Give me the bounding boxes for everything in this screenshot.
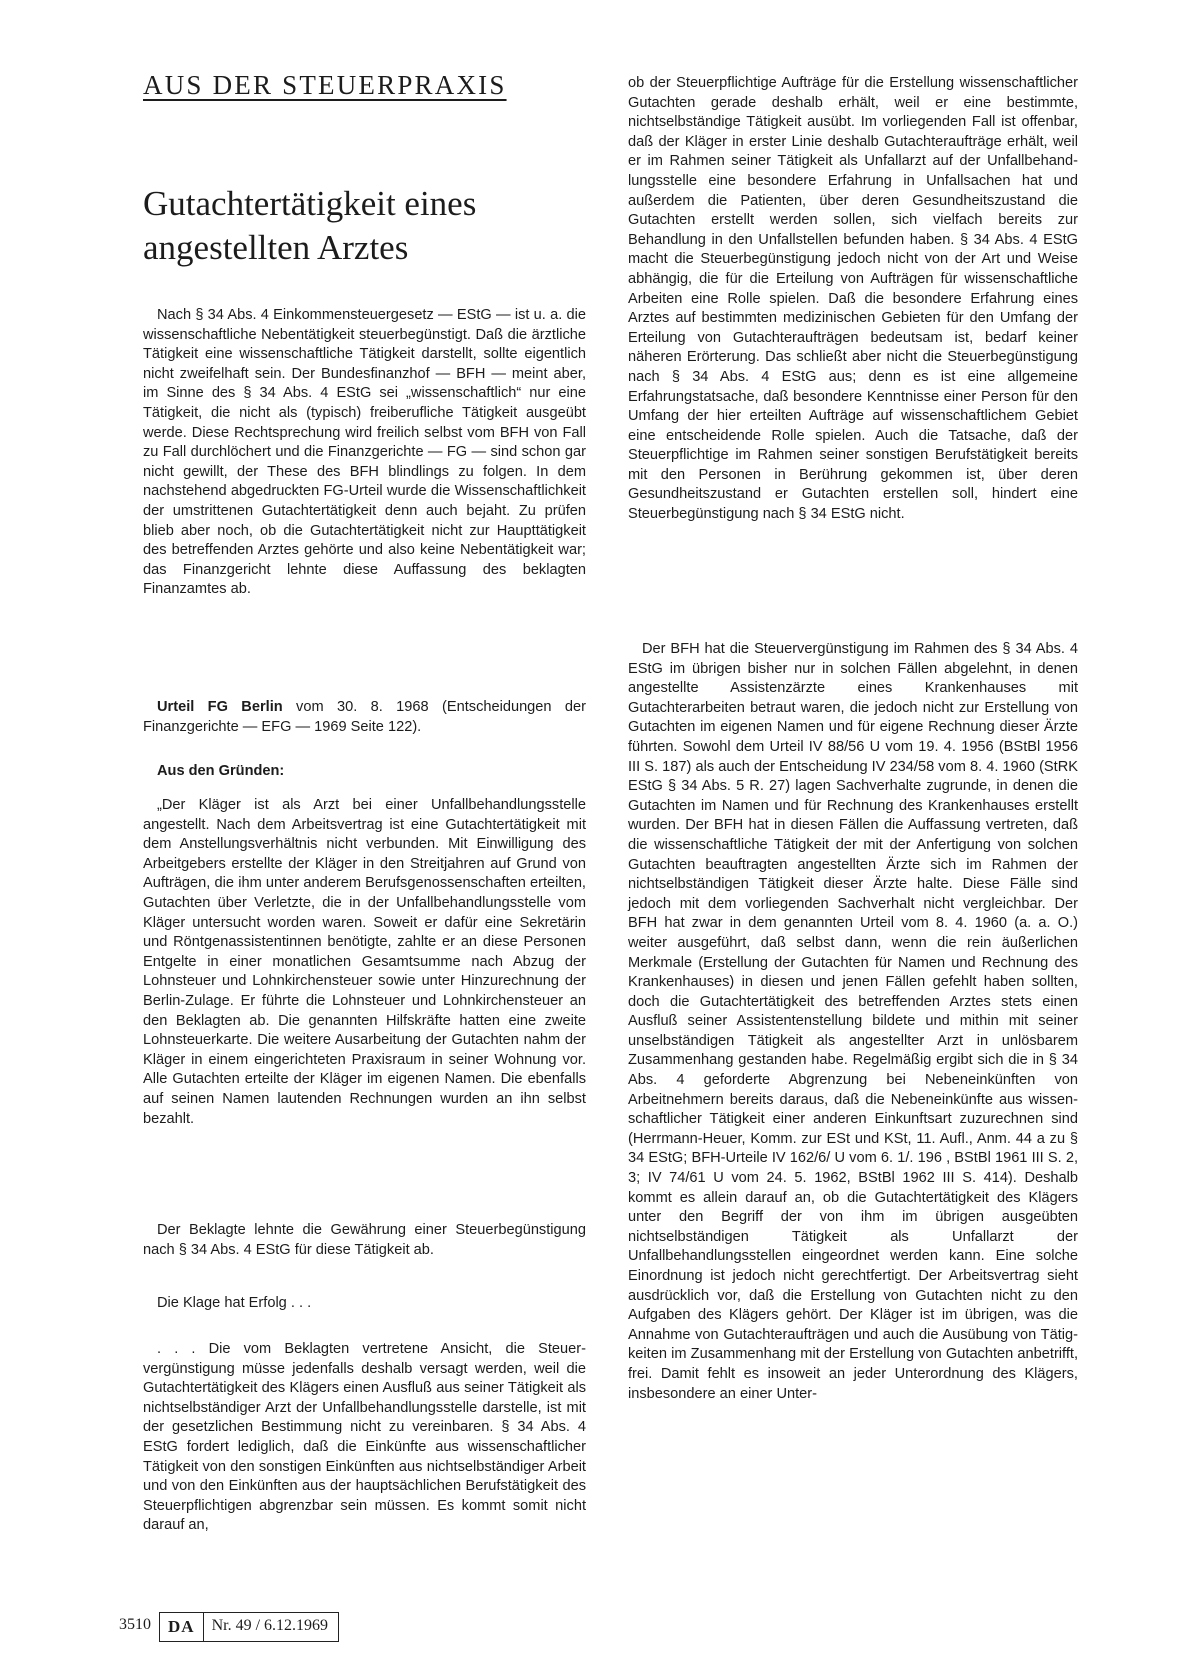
- title-line-2: angestellten Arztes: [143, 228, 409, 267]
- quote-paragraph-1: „Der Kläger ist als Arzt bei einer Unfallbehandlungsstelle angestellt. Nach dem Arbeitsvertrag ist eine Gutachtertätigkeit mit dem Anstellungsverhältnis nicht verbunden. Mit Einwilligung des Arbeitgebers erstellte der Kläger in den Streitjahren auf Grund von Aufträgen, die ihm unter anderem Berufsgenossenschaften erteilten, Gutachten über Verletzte, die in der Unfallbehandlungsstelle vom Kläger untersucht worden waren. Soweit er dafür eine Sekretärin und Röntgenassistentinnen benötigte, zahlte er an diese Personen Entgelte in einer monatlichen Gesamtsumme nach Abzug der Lohnsteuer und Lohnkirchensteuer sowie unter Hinzurechnung der Berlin-Zulage. Er führte die Lohnsteuer und Lohnkirchensteuer an den Beklagten ab. Die genannten Hilfskräfte hatten eine zweite Lohnsteuerkarte. Die weitere Ausarbeitung der Gutachten nahm der Kläger in einem eingerichteten Praxisraum in seiner Wohnung vor. Alle Gutachten erteilte der Kläger im eigenen Namen. Die ebenfalls auf seinen Namen lautenden Rechnungen wurden an ihn selbst bezahlt.: [143, 797, 586, 1127]
- right-paragraph-1: ob der Steuerpflichtige Aufträge für die Erstellung wissenschaftlicher Gutachten gerade deshalb erhält, weil er eine bestimmte, nichtselbständige Tätigkeit ausübt. Im vorliegenden Fall ist offenbar, daß der Kläger in erster Linie deshalb Gutachteraufträge erhält, weil er im Rahmen seiner Tätigkeit als Unfallarzt auf der Unfallbehandlungsstelle eine besondere Erfahrung in Unfallsachen hat und außerdem die Patienten, über deren Gesundheitszustand die Gutachten erstellt werden sollen, sich vielfach bereits zur Behandlung in den Unfallstellen befunden haben. § 34 Abs. 4 EStG macht die Steuerbegünstigung jedoch nicht von der Art und Weise abhängig, die für die Erteilung von Aufträgen für wissenschaftliche Arbeiten eine Rolle spielen. Daß die besondere Erfahrung eines Arztes auf bestimmten medizinischen Gebieten für den Umfang der Erteilung von Gutachteraufträgen bedeutsam ist, bedarf keiner näheren Erörterung. Das schließt aber nicht die Steuerbegünstigung nach § 34 Abs. 4 EStG aus; denn es ist eine allgemeine Erfahrungstatsache, daß besondere Kenntnisse einer Person für den Umfang der hier erteilten Aufträge auf wissenschaftlichem Gebiet eine entscheidende Rolle spielen. Auch die Tatsache, daß der Steuerpflichtige im Rahmen seiner sonstigen Berufstätigkeit bereits mit den Personen in Berührung gekommen ist, über deren Gesundheitszustand er Gutachten erstellen soll, hindert eine Steuerbegünstigung nach § 34 EStG nicht.: [628, 75, 1078, 523]
- title-line-1: Gutachtertätigkeit eines: [143, 184, 477, 223]
- issue-box: [159, 1612, 339, 1642]
- page-number: 3510: [119, 1616, 151, 1633]
- subheading: Aus den Gründen:: [157, 763, 285, 779]
- quote-paragraph-3: Die Klage hat Erfolg . . .: [157, 1295, 312, 1311]
- section-heading: AUS DER STEUERPRAXIS: [143, 70, 507, 100]
- citation-details: vom 30. 8. 1968 (Entscheidungen der Finanzgerichte — EFG — 1969 Seite 122).: [143, 699, 586, 735]
- citation-paragraph: [143, 698, 586, 737]
- article-title: [143, 182, 583, 270]
- page-footer: [119, 1612, 339, 1642]
- journal-logo: DA: [160, 1613, 204, 1641]
- right-paragraph-2: Der BFH hat die Steuervergünstigung im Rahmen des § 34 Abs. 4 EStG im übrigen bisher nur in solchen Fällen abgelehnt, in denen angestellte Assistenzärzte eines Krankenhauses mit Gutachterarbeiten betraut waren, die jedoch nicht zur Erstellung von Gutachten im eigenen Namen und für eigene Rechnung dieser Ärzte führten. Sowohl dem Urteil IV 88/56 U vom 19. 4. 1956 (BStBl 1956 III S. 187) als auch der Entscheidung IV 234/58 vom 8. 4. 1960 (StRK EStG § 34 Abs. 5 R. 27) lagen Sachverhalte zugrunde, in denen die Gutachten im Namen und für Rechnung des Krankenhauses erstellt wurden. Der BFH hat in diesen Fällen die Auffassung vertreten, daß die wissenschaftliche Tätigkeit der mit der Anfertigung von solchen Gutachten beauftragten angestellten Ärzte sich im Rahmen der nichtselbständigen Tätigkeit dieser Ärzte halte. Diese Fälle sind jedoch mit dem vorliegenden Sachverhalt nicht vergleichbar. Der BFH hat zwar in dem genannten Urteil vom 8. 4. 1960 (a. a. O.) weiter ausgeführt, daß selbst dann, wenn die rein äußerlichen Merkmale (Erstellung der Gutachten für Namen und Rechnung des Krankenhauses) in diesen und jenen Fällen gefehlt haben sollten, doch die Gutachtertätigkeit des betreffenden Arztes stets einen Ausfluß seiner Assistentenstellung bildete und mithin mit seiner unselbständigen Tätigkeit als angestellter Arzt in unlösbarem Zusammenhang gestanden habe. Regelmäßig ergibt sich die in § 34 Abs. 4 geforderte Abgrenzung bei Nebeneinkünften von Arbeitnehmern bereits daraus, daß die Nebeneinkünfte aus wissenschaftlicher Tätigkeit einer anderen Einkunftsart zuzurechnen sind (Herrmann-Heuer, Komm. zur ESt und KSt, 11. Aufl., Anm. 44 a zu § 34 EStG; BFH-Urteile IV 162/6/ U vom 6. 1/. 196 , BStBl 1961 III S. 2, 3; IV 74/61 U vom 24. 5. 1962, BStBl 1962 III S. 414). Deshalb kommt es allein darauf an, ob die Gutachtertätigkeit des Klägers unter den Begriff der von ihm im übrigen ausgeübten nichtselbständigen Tätigkeit als Unfallarzt der Unfallbehandlungsstellen eingeordnet werden kann. Eine solche Einordnung ist jedoch nicht gerechtfertigt. Der Arbeitsvertrag sieht ausdrücklich vor, daß die Erstellung von Gutachten nicht zu den Aufgaben des Klägers gehört. Der Kläger ist im übrigen, was die Annahme von Gutachteraufträgen und auch die Ausübung von Tätigkeiten im Zusammenhang mit der Erstellung von Gutachten anbetrifft, frei. Damit fehlt es insoweit an jeder Unterordnung des Klägers, insbesondere an einer Unter-: [628, 641, 1078, 1402]
- citation-court: Urteil FG Berlin: [157, 699, 283, 715]
- quote-paragraph-2: Der Beklagte lehnte die Gewährung einer Steuerbegünstigung nach § 34 Abs. 4 EStG für diese Tätigkeit ab.: [143, 1222, 586, 1258]
- intro-paragraph: Nach § 34 Abs. 4 Einkommensteuergesetz — EStG — ist u. a. die wissenschaftliche Nebentätigkeit steuerbegünstigt. Daß die ärztliche Tätigkeit eine wissenschaftliche Tätigkeit darstellt, sollte eigentlich nicht zweifelhaft sein. Der Bundesfinanzhof — BFH — meint aber, im Sinne des § 34 Abs. 4 EStG sei „wissenschaftlich“ nur eine Tätigkeit, die nicht als (typisch) freiberufliche Tätigkeit ausgeübt werde. Diese Rechtsprechung wird freilich selbst vom BFH von Fall zu Fall durchlöchert und die Finanzgerichte — FG — sind schon gar nicht gewillt, der These des BFH blindlings zu folgen. In dem nachstehend abgedruckten FG-Urteil wurde die Wissenschaftlichkeit der umstrittenen Gutachtertätigkeit denn auch bejaht. Zu prüfen blieb aber noch, ob die Gutachtertätigkeit nicht zur Haupttätigkeit des betreffenden Arztes gehörte und also keine Nebentätigkeit war; das Finanzgericht lehnte diese Auffassung des beklagten Finanzamtes ab.: [143, 307, 586, 598]
- quote-paragraph-4: . . . Die vom Beklagten vertretene Ansicht, die Steuervergünstigung müsse jedenfalls deshalb versagt werden, weil die Gutachtertätigkeit des Klägers einen Ausfluß aus seiner Tätigkeit als nichtselbständiger Arzt der Unfallbehandlungsstelle darstelle, ist mit der gesetzlichen Bestimmung nicht zu vereinbaren. § 34 Abs. 4 EStG fordert lediglich, daß die Einkünfte aus wissenschaftlicher Tätigkeit von den sonstigen Einkünften aus nichtselbständiger Arbeit und von den Einkünften aus der hauptsächlichen Berufstätigkeit des Steuerpflichtigen abgrenzbar sein müssen. Es kommt somit nicht darauf an,: [143, 1341, 586, 1534]
- issue-label: Nr. 49 / 6.12.1969: [211, 1617, 329, 1634]
